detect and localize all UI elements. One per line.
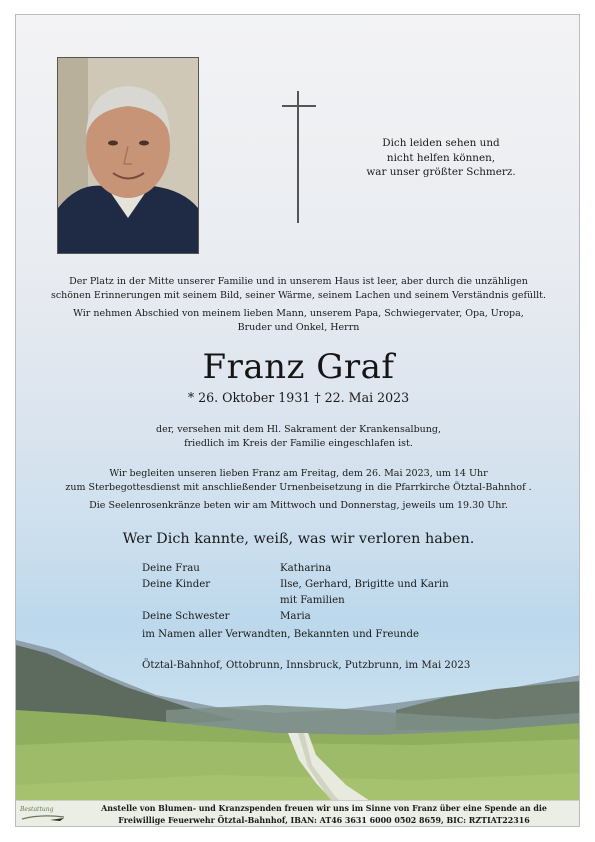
farewell-line: Bruder und Onkel, Herrn [237,322,360,334]
landscape-background [16,615,580,827]
funeral-home-logo [20,806,68,824]
sacrament-line: friedlich im Kreis der Familie eingeschlafen ist. [184,438,413,450]
rosary-paragraph [16,499,580,513]
sacrament-line: der, versehen mit dem Hl. Sakrament der Krankensalbung, [155,424,442,435]
opening-quote [351,136,531,180]
all-relatives-line: im Namen aller Verwandten, Bekannten und Freunde [142,629,420,640]
donation-footer [16,800,580,827]
mourner-names: Ilse, Gerhard, Brigitte und Karin [280,579,449,590]
logo-text: Bestattung [20,806,54,813]
funeral-line: zum Sterbegottesdienst mit anschließender Urnenbeisetzung in die Pfarrkirche Ötztal-Bahnhof . [65,482,532,494]
quote-line: war unser größter Schmerz. [366,166,516,179]
mourner-names: mit Familien [280,595,345,606]
farewell-line: Wir nehmen Abschied von meinem lieben Mann, unserem Papa, Schwiegervater, Opa, Uropa, [73,308,524,319]
mourner-relation: Deine Frau [142,563,200,574]
cross-symbol [282,91,316,223]
motto: Wer Dich kannte, weiß, was wir verloren haben. [122,531,475,547]
farewell-paragraph [16,307,580,336]
intro-line: Der Platz in der Mitte unserer Familie und in unserem Haus ist leer, aber durch die unzähligen [69,276,528,287]
sacrament-paragraph [16,423,580,452]
portrait-photo [57,57,199,254]
donation-line: Anstelle von Blumen- und Kranzspenden freuen wir uns im Sinne von Franz über eine Spende an die [101,804,547,813]
mourner-relation: Deine Kinder [142,579,211,590]
intro-line: schönen Erinnerungen mit seinem Bild, seiner Wärme, seinem Lachen und seinem Verständnis gefüllt. [50,290,547,302]
donation-text [74,803,574,826]
life-dates: * 26. Oktober 1931 † 22. Mai 2023 [187,390,410,405]
funeral-paragraph [16,467,580,496]
mourner-names: Katharina [280,563,332,574]
funeral-line: Wir begleiten unseren lieben Franz am Freitag, dem 26. Mai 2023, um 14 Uhr [109,468,488,479]
mourner-names: Maria [280,611,311,622]
quote-line: Dich leiden sehen und [382,137,500,149]
rosary-line: Die Seelenrosenkränze beten wir am Mittwoch und Donnerstag, jeweils um 19.30 Uhr. [89,500,508,511]
quote-line: nicht helfen können, [386,151,496,164]
intro-paragraph [16,275,580,304]
mourner-relation: Deine Schwester [142,611,230,622]
donation-line: Freiwillige Feuerwehr Ötztal-Bahnhof, IBAN: AT46 3631 6000 0502 8659, BIC: RZTIAT22316 [118,815,530,825]
places-date-line: Ötztal-Bahnhof, Ottobrunn, Innsbruck, Putzbrunn, im Mai 2023 [142,660,471,671]
deceased-name: Franz Graf [202,347,395,387]
obituary-card [15,14,580,827]
